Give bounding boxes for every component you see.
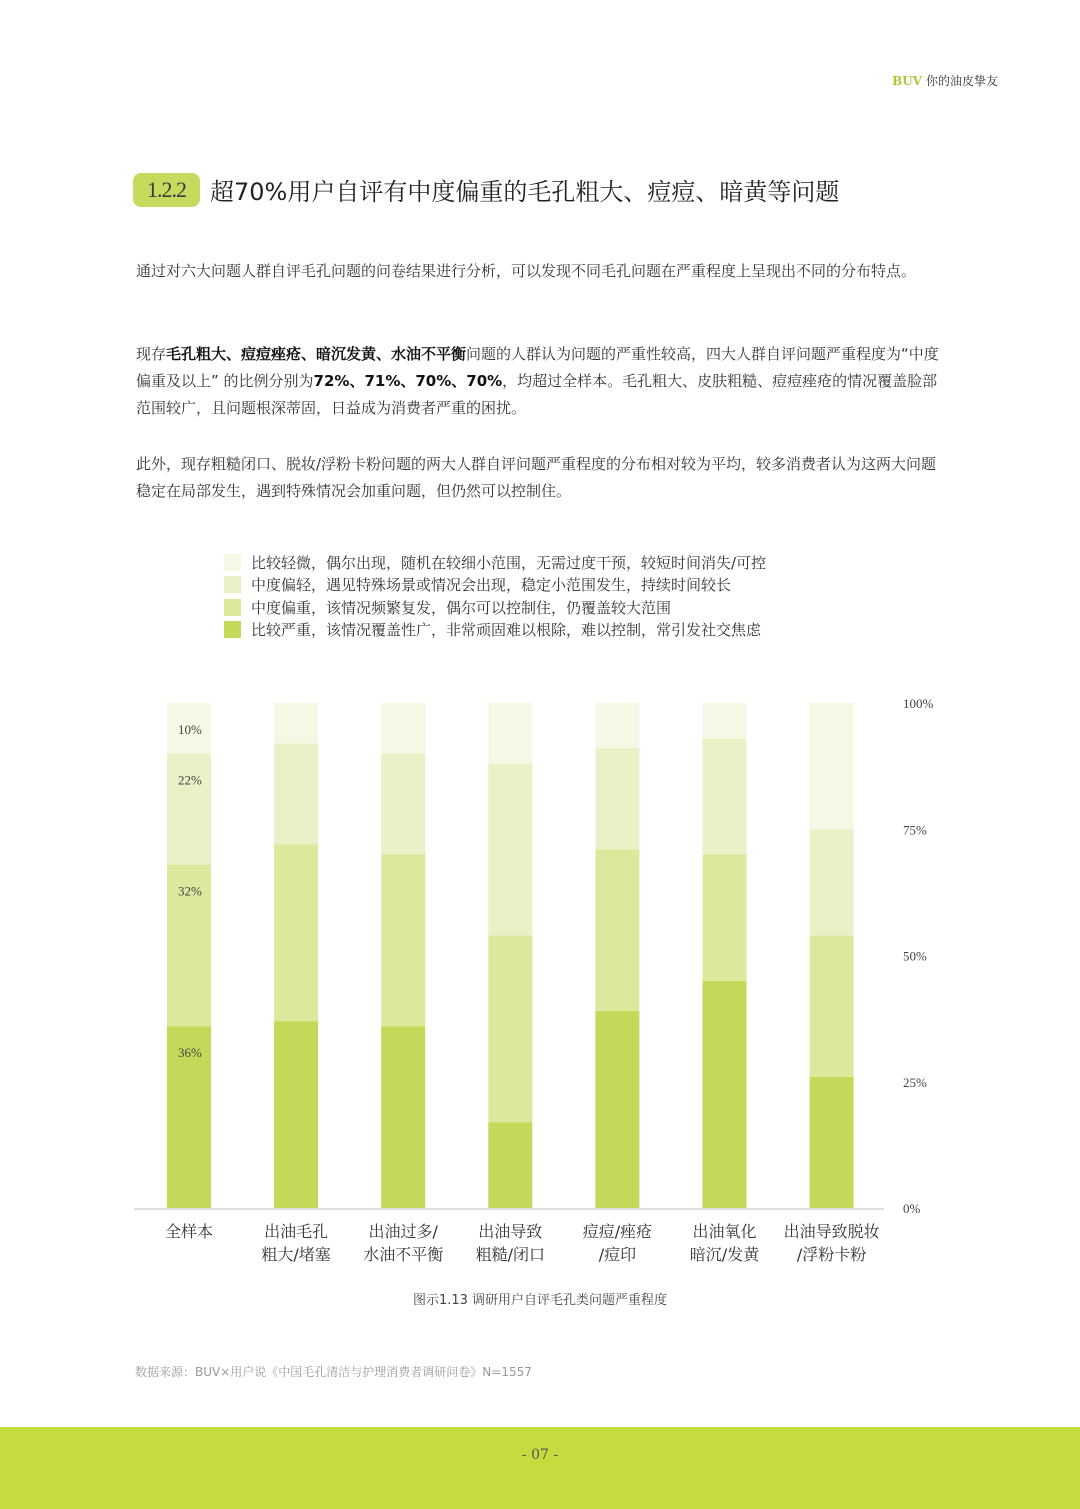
legend-swatch-mild — [224, 554, 241, 571]
legend-item-severe — [224, 619, 766, 642]
bar-segment — [274, 743, 318, 844]
data-label: 10% — [178, 722, 202, 737]
legend-swatch-severe — [224, 621, 241, 638]
x-tick-label: 出油导致脱妆 — [783, 1222, 880, 1241]
x-tick-label: /浮粉卡粉 — [796, 1245, 867, 1264]
bar-segment — [595, 703, 639, 748]
bar-segment — [810, 703, 854, 829]
bar-segment — [381, 754, 425, 855]
paragraph-findings-bold-problems: 毛孔粗大、痘痘痤疮、暗沉发黄、水油不平衡 — [166, 345, 467, 363]
brand-logo — [892, 72, 998, 89]
paragraph-findings-text-e: ，均超过全样本。毛孔粗大、皮肤粗糙、痘痘痤疮的情况覆盖脸部范围较广，且问题根深蒂固，日益成为消费者严重的困扰。 — [136, 372, 938, 417]
section-number-badge: 1.2.2 — [133, 173, 200, 207]
bar-segment — [703, 981, 747, 1208]
data-label: 32% — [178, 883, 202, 899]
y-tick-label: 75% — [903, 822, 927, 838]
x-tick-label: 暗沉/发黄 — [689, 1245, 760, 1264]
bar-segment — [703, 738, 747, 854]
x-tick-label: 出油导致 — [478, 1222, 543, 1241]
paragraph-findings — [136, 341, 948, 422]
paragraph-findings-bold-percentages: 72%、71%、70%、70% — [313, 372, 503, 390]
paragraph-intro: 通过对六大问题人群自评毛孔问题的问卷结果进行分析，可以发现不同毛孔问题在严重程度上呈现出不同的分布特点。 — [136, 262, 917, 280]
data-label: 22% — [178, 772, 202, 788]
bar-segment — [595, 1011, 639, 1208]
bar-segment — [810, 1077, 854, 1208]
bar-segment — [381, 1026, 425, 1208]
x-tick-label: 出油氧化 — [692, 1222, 757, 1241]
y-tick-label: 100% — [903, 696, 934, 711]
paragraph-additional: 此外，现存粗糙闭口、脱妆/浮粉卡粉问题的两大人群自评问题严重程度的分布相对较为平均，较多消费者认为这两大问题稳定在局部发生，遇到特殊情况会加重问题，但仍然可以控制住。 — [136, 455, 937, 500]
legend-item-mild — [224, 551, 766, 574]
bar-segment — [381, 855, 425, 1027]
bar-segment — [488, 703, 532, 764]
data-source-note: 数据来源：BUV×用户说《中国毛孔清洁与护理消费者调研问卷》N=1557 — [135, 1365, 532, 1379]
bar-segment — [595, 849, 639, 1011]
bar-segment — [703, 855, 747, 981]
x-tick-label: /痘印 — [598, 1245, 637, 1264]
page-number: - 07 - — [521, 1447, 559, 1463]
x-tick-label: 痘痘/痤疮 — [582, 1222, 653, 1241]
legend-label-mild: 比较轻微，偶尔出现，随机在较细小范围，无需过度干预，较短时间消失/可控 — [251, 553, 767, 572]
x-tick-label: 出油过多/ — [368, 1222, 438, 1241]
legend-label-moderate-heavy: 中度偏重，该情况频繁复发，偶尔可以控制住，仍覆盖较大范围 — [251, 598, 672, 617]
bar-segment — [488, 935, 532, 1122]
data-label: 36% — [178, 1045, 202, 1061]
bar-segment — [810, 935, 854, 1076]
bar-segment — [274, 703, 318, 743]
x-tick-label: 出油毛孔 — [264, 1222, 329, 1241]
x-tick-label: 粗大/堵塞 — [261, 1245, 331, 1264]
bar-segment — [703, 703, 747, 738]
section-heading — [133, 172, 839, 207]
bar-segment — [810, 829, 854, 935]
y-tick-label: 25% — [903, 1074, 927, 1090]
bar-segment — [274, 844, 318, 1021]
brand-slogan: 你的油皮挚友 — [925, 74, 998, 88]
bar-segment — [274, 1021, 318, 1208]
x-tick-label: 粗糙/闭口 — [475, 1245, 546, 1264]
footer-band — [0, 1427, 1080, 1509]
bar-segment — [595, 748, 639, 849]
legend-swatch-moderate-heavy — [224, 599, 241, 616]
brand-mark: BUV — [892, 74, 922, 88]
legend-item-moderate-heavy — [224, 596, 766, 619]
stacked-bar-chart — [0, 680, 1080, 1280]
legend-item-moderate-light — [224, 574, 766, 597]
section-title: 超70%用户自评有中度偏重的毛孔粗大、痘痘、暗黄等问题 — [210, 178, 840, 206]
y-tick-label: 50% — [903, 948, 927, 964]
bar-segment — [488, 1122, 532, 1208]
y-tick-label: 0% — [903, 1201, 921, 1216]
bar-segment — [167, 754, 211, 865]
bar-segment — [381, 703, 425, 754]
chart-legend — [224, 551, 766, 641]
legend-label-moderate-light: 中度偏轻，遇见特殊场景或情况会出现，稳定小范围发生，持续时间较长 — [251, 576, 732, 595]
bar-segment — [488, 764, 532, 936]
legend-label-severe: 比较严重，该情况覆盖性广，非常顽固难以根除，难以控制，常引发社交焦虑 — [251, 621, 762, 640]
paragraph-findings-text-c: 问题的人群认为问题的严重性较高，四大人群自评问题严重程度为“中度偏重及以上” 的比例分别为 — [136, 345, 939, 390]
x-tick-label: 全样本 — [164, 1222, 214, 1241]
paragraph-findings-text-a: 现存 — [136, 345, 167, 363]
chart-caption: 图示1.13 调研用户自评毛孔类问题严重程度 — [412, 1293, 668, 1308]
legend-swatch-moderate-light — [224, 576, 241, 593]
x-tick-label: 水油不平衡 — [363, 1245, 444, 1264]
